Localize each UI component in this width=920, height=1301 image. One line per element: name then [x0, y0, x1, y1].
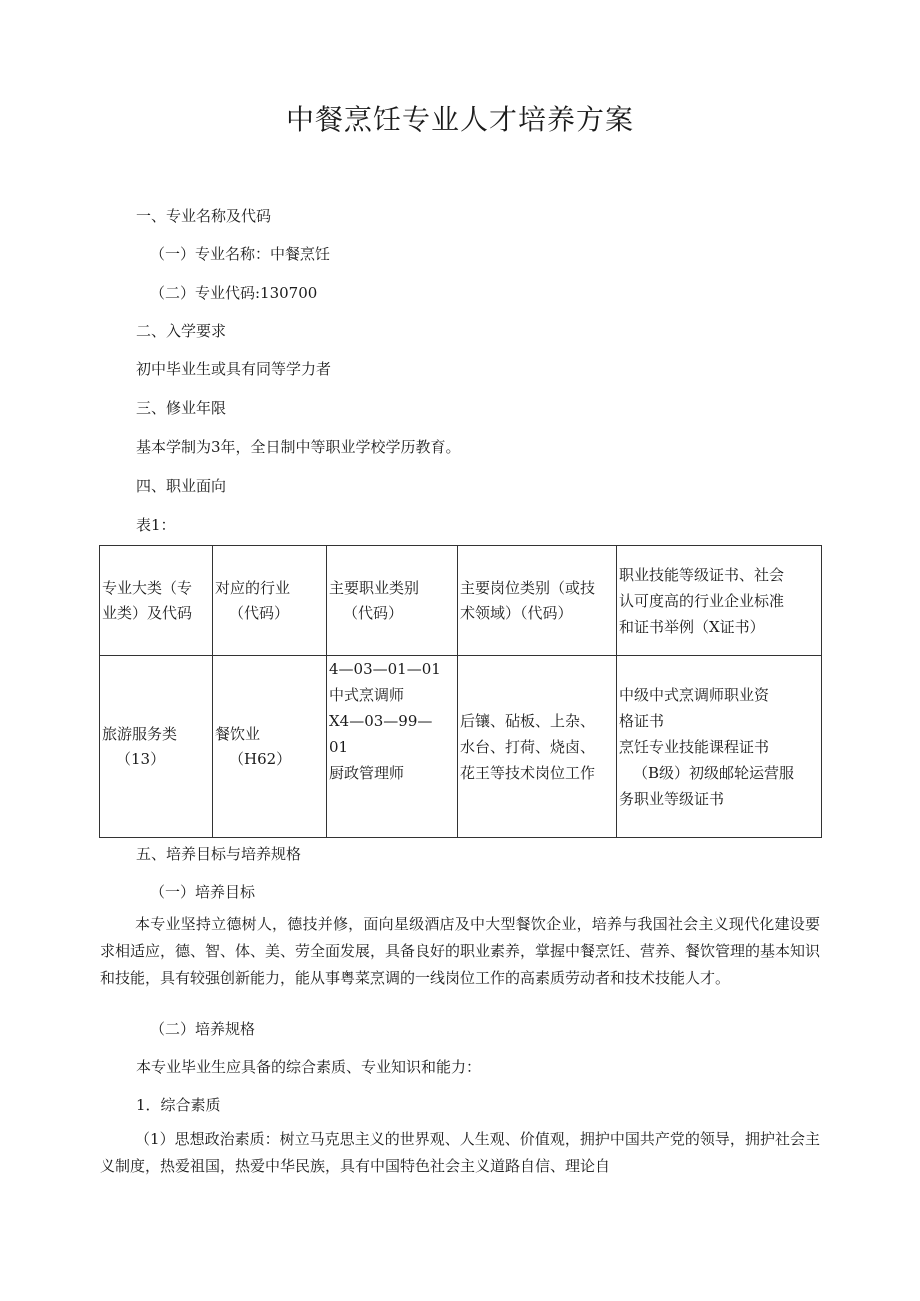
table-caption: 表1：: [136, 516, 176, 534]
cell-positions: 后镶、砧板、上杂、 水台、打荷、烧卤、 花王等技术岗位工作: [458, 656, 617, 838]
table-row: [100, 656, 822, 838]
section-5-heading: 五、培养目标与培养规格: [136, 845, 302, 863]
career-orientation-table: [99, 545, 822, 838]
cell-certificates: 中级中式烹调师职业资 格证书 烹饪专业技能课程证书 （B级）初级邮轮运营服 务职业等级证书: [617, 656, 822, 838]
spec-intro: 本专业毕业生应具备的综合素质、专业知识和能力：: [136, 1058, 482, 1076]
study-duration: 基本学制为3年，全日制中等职业学校学历教育。: [136, 438, 461, 456]
section-3-heading: 三、修业年限: [136, 399, 227, 417]
cell-major-category: 旅游服务类 （13）: [100, 656, 213, 838]
goal-paragraph: 本专业坚持立德树人，德技并修，面向星级酒店及中大型餐饮企业，培养与我国社会主义现代化建设要求相适应，德、智、体、美、劳全面发展，具备良好的职业素养，掌握中餐烹饪、营养、餐饮管理的基本知识和技能，具有较强创新能力，能从事粤菜烹调的一线岗位工作的高素质劳动者和技术技能人才。: [100, 915, 821, 987]
header-occupation: 主要职业类别 （代码）: [327, 546, 458, 656]
quality-item-1: （1）思想政治素质：树立马克思主义的世界观、人生观、价值观，拥护中国共产党的领导，拥护社会主义制度，热爱祖国，热爱中华民族，具有中国特色社会主义道路自信、理论自: [100, 1130, 820, 1175]
cell-industry: 餐饮业 （H62）: [213, 656, 327, 838]
document-title: 中餐烹饪专业人才培养方案: [285, 103, 634, 136]
major-code: （二）专业代码:130700: [150, 284, 318, 302]
section-4-heading: 四、职业面向: [136, 477, 227, 495]
quality-heading: 1．综合素质: [136, 1096, 221, 1114]
header-certificates: 职业技能等级证书、社会 认可度高的行业企业标准 和证书举例（X证书）: [617, 546, 822, 656]
spec-heading: （二）培养规格: [150, 1020, 256, 1038]
header-positions: 主要岗位类别（或技 术领域）（代码）: [458, 546, 617, 656]
section-1-heading: 一、专业名称及代码: [136, 207, 272, 225]
goal-heading: （一）培养目标: [150, 883, 256, 901]
header-industry: 对应的行业 （代码）: [213, 546, 327, 656]
section-2-heading: 二、入学要求: [136, 322, 227, 340]
cell-occupation: 4—03—01—01 中式烹调师 X4—03—99— 01 厨政管理师: [327, 656, 458, 838]
table-header-row: [100, 546, 822, 656]
admission-requirement: 初中毕业生或具有同等学力者: [136, 360, 332, 378]
header-major-category: 专业大类（专 业类）及代码: [100, 546, 213, 656]
major-name: （一）专业名称：中餐烹饪: [150, 245, 331, 263]
